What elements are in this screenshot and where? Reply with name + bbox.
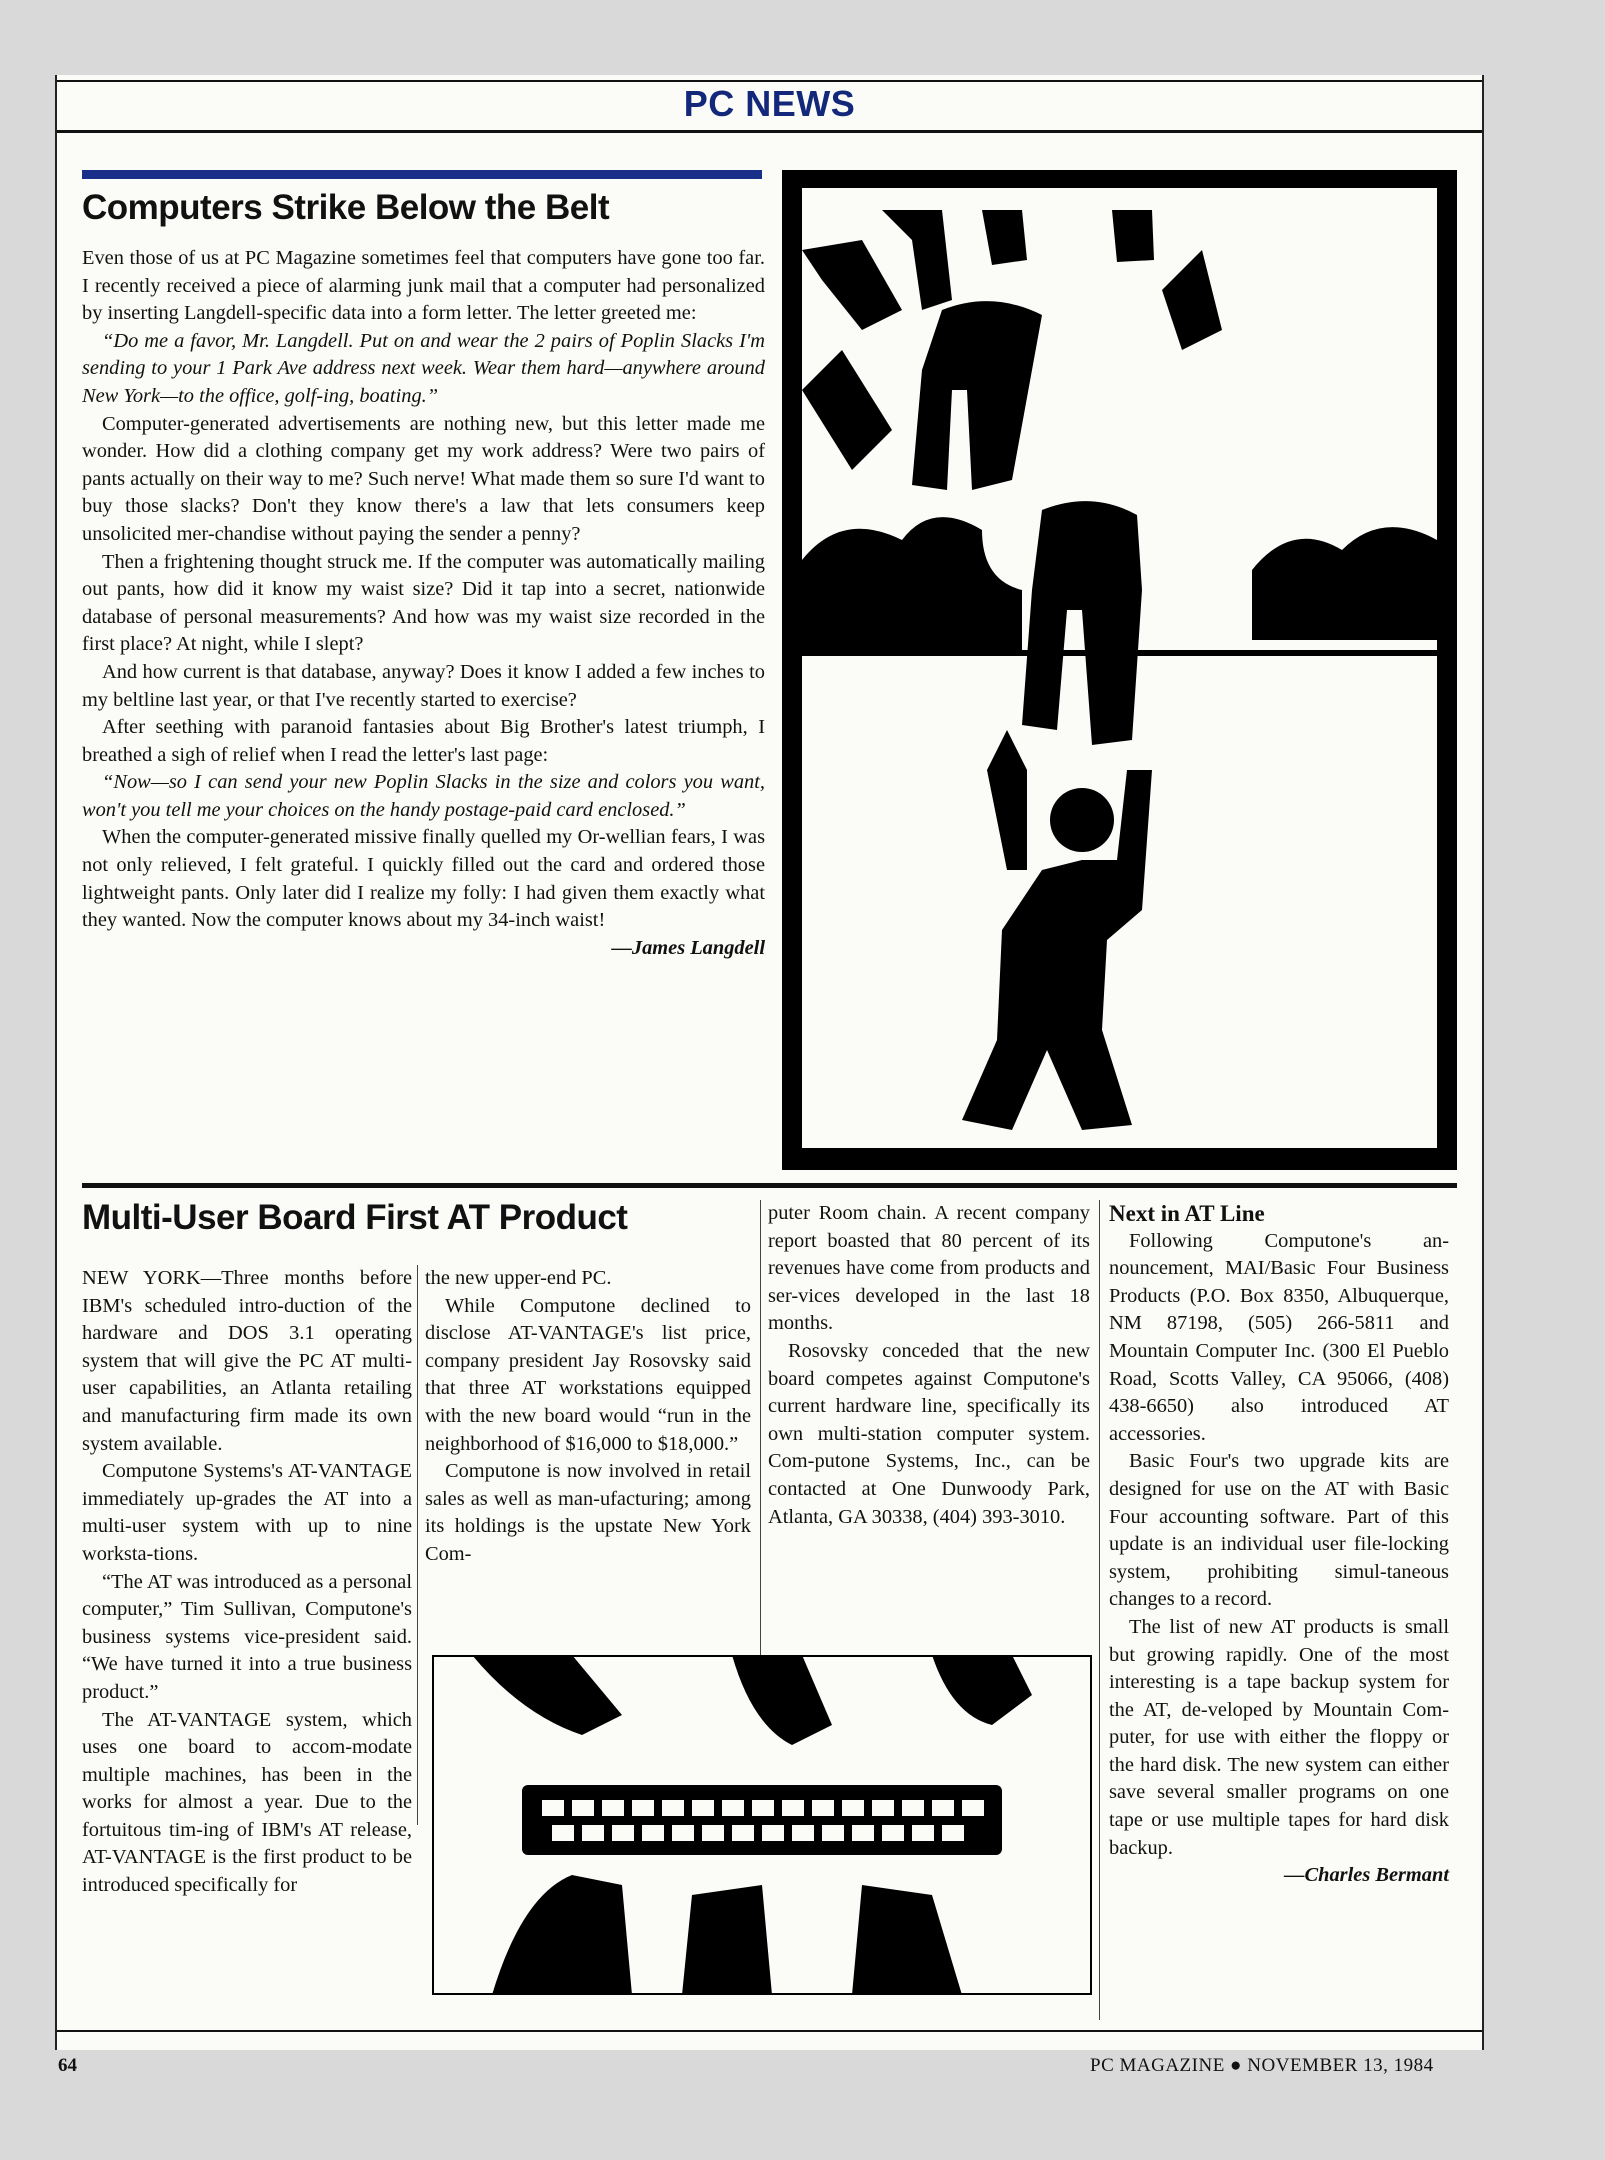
article1-quote: “Do me a favor, Mr. Langdell. Put on and wear the 2 pairs of Poplin Slacks I'm sending to your 1 Park Ave address next week. Wear them hard—anywhere around New York—to the office, golf-ing, boating.” — [82, 329, 765, 407]
article2-paragraph: Rosovsky conceded that the new board competes against Computone's current hardware line, specifically its own multi-station computer system. Com-putone Systems, Inc., can be contacted at One Dunwoody Park, Atlanta, GA 30338, (404) 393-3010. — [768, 1339, 1090, 1528]
column-rule — [1099, 1200, 1100, 2020]
article1-body — [82, 245, 765, 962]
sidebar-paragraph: Basic Four's two upgrade kits are designed for use on the AT with Basic Four accounting software. Part of this update is an individual user file-locking system, prohibiting simul-taneous changes to a record. — [1109, 1450, 1449, 1611]
article1-paragraph: When the computer-generated missive finally quelled my Or-wellian fears, I was not only relieved, I felt grateful. I quickly filled out the card and ordered those lightweight pants. Only later did I realize my folly: I had given them exactly what they wanted. Now the computer knows about my 34-inch waist! — [82, 826, 765, 932]
article2-column-3 — [768, 1200, 1090, 1531]
article2-paragraph: “The AT was introduced as a personal computer,” Tim Sullivan, Computone's business systems vice-president said. “We have turned it into a true business product.” — [82, 1570, 412, 1703]
article2-paragraph: Computone is now involved in retail sales as well as man-ufacturing; among its holdings is the upstate New York Com- — [425, 1460, 751, 1565]
article2-paragraph: The AT-VANTAGE system, which uses one board to accom-modate multiple machines, has been in the works for almost a year. Due to the fortuitous tim-ing of IBM's AT release, AT-VANTAGE is the first product to be introduced specifically for — [82, 1708, 412, 1897]
falling-pants-illustration — [782, 170, 1457, 1170]
section-rule — [57, 130, 1482, 133]
article1-quote: “Now—so I can send your new Poplin Slacks in the size and colors you want, won't you tell me your choices on the handy postage-paid card enclosed.” — [82, 771, 765, 821]
bottom-rule — [57, 2030, 1482, 2032]
article2-sidebar — [1109, 1200, 1449, 1890]
article1-paragraph: After seething with paranoid fantasies about Big Brother's latest triumph, I breathed a sigh of relief when I read the letter's last page: — [82, 716, 765, 766]
sidebar-paragraph: The list of new AT products is small but growing rapidly. One of the most interesting is a tape backup system for the AT, de-veloped by Mountain Com-puter, for use with either the floppy or the hard disk. The new system can either save several smaller programs on one tape or use multiple tapes for hard disk backup. — [1109, 1615, 1449, 1859]
article2-headline: Multi-User Board First AT Product — [82, 1198, 628, 1237]
sidebar-heading: Next in AT Line — [1109, 1201, 1265, 1226]
article2-column-2 — [425, 1265, 751, 1569]
article2-paragraph: Computone Systems's AT-VANTAGE immediately up-grades the AT into a multi-user system with up to nine worksta-tions. — [82, 1460, 412, 1565]
article2-column-1 — [82, 1265, 412, 1900]
article1-paragraph: Even those of us at PC Magazine sometimes feel that computers have gone too far. I recently received a piece of alarming junk mail that a computer had personalized by inserting Langdell-specific data into a form letter. The letter greeted me: — [82, 247, 765, 325]
article2-paragraph: the new upper-end PC. — [425, 1267, 612, 1289]
article2-byline: —Charles Bermant — [1284, 1864, 1449, 1887]
article1-blue-rule — [82, 170, 762, 179]
article1-paragraph: And how current is that database, anyway? Does it know I added a few inches to my beltline last year, or that I've recently started to exercise? — [82, 660, 765, 711]
article2-paragraph: NEW YORK—Three months before IBM's scheduled intro-duction of the hardware and DOS 3.1 operating system that will give the PC AT multi-user capabilities, an Atlanta retailing and manufacturing firm made its own system available. — [82, 1267, 412, 1455]
top-rule — [57, 80, 1482, 82]
article1-paragraph: Then a frightening thought struck me. If the computer was automatically mailing out pants, how did it know my waist size? Did it tap into a secret, nationwide database of personal measurements? And how was my waist size recorded in the first place? At night, while I slept? — [82, 550, 765, 656]
column-rule — [760, 1200, 761, 1700]
article1-paragraph: Computer-generated advertisements are nothing new, but this letter made me wonder. How did a clothing company get my work address? Were two pairs of pants actually on their way to me? Such nerve! What made them so sure I'd want to buy those slacks? Don't they know there's a law that lets consumers keep unsolicited mer-chandise without paying the sender a penny? — [82, 412, 765, 545]
article1-headline: Computers Strike Below the Belt — [82, 188, 610, 227]
magazine-page — [55, 75, 1484, 2050]
column-rule — [417, 1265, 418, 1825]
section-title: PC NEWS — [683, 83, 856, 124]
hands-on-keyboard-illustration — [432, 1655, 1092, 1995]
article-divider — [82, 1183, 1457, 1188]
article2-paragraph: puter Room chain. A recent company report boasted that 80 percent of its revenues have come from products and ser-vices developed in the last 18 months. — [768, 1202, 1090, 1335]
article1-byline: —James Langdell — [611, 936, 765, 959]
page-number: 64 — [58, 2055, 77, 2076]
magazine-date-footer: PC MAGAZINE ● NOVEMBER 13, 1984 — [1090, 2055, 1434, 2076]
article2-paragraph: While Computone declined to disclose AT-VANTAGE's list price, company president Jay Rosovsky said that three AT workstations equipped with the new board would “run in the neighborhood of $16,000 to $18,000.” — [425, 1294, 751, 1455]
sidebar-paragraph: Following Computone's an-nouncement, MAI/Basic Four Business Products (P.O. Box 8350, Albuquerque, NM 87198, (505) 266-5811 and Mountain Computer Inc. (300 El Pueblo Road, Scotts Valley, CA 95066, (408) 438-6650) also introduced AT accessories. — [1109, 1229, 1449, 1445]
